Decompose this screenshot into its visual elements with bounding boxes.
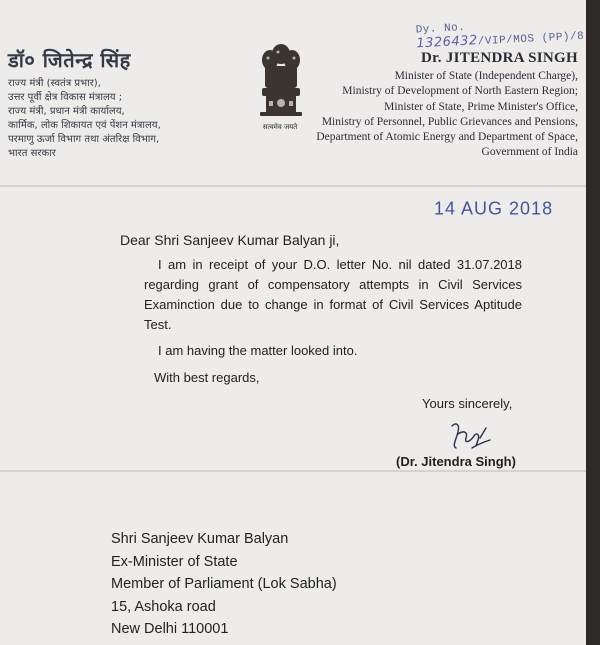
hindi-title-line: राज्य मंत्री, प्रधान मंत्री कार्यालय, (8, 106, 125, 117)
signature-icon (446, 418, 494, 454)
hindi-letterhead (8, 46, 208, 161)
recipient-address (111, 528, 337, 641)
hindi-title-line: कार्मिक, लोक शिकायत एवं पेंशन मंत्रालय, (8, 120, 161, 131)
english-title-line: Minister of State (Independent Charge), (394, 70, 578, 82)
english-title-line: Minister of State, Prime Minister's Office, (384, 100, 578, 113)
hindi-title-line: उत्तर पूर्वी क्षेत्र विकास मंत्रालय ; (8, 92, 123, 103)
signatory-name: (Dr. Jitendra Singh) (396, 454, 516, 469)
letter-paragraph: With best regards, (154, 370, 260, 385)
background-edge (586, 0, 600, 645)
hindi-title-line: राज्य मंत्री (स्वतंत्र प्रभार), (8, 78, 101, 89)
diary-number: 1326432 (416, 33, 479, 52)
letter-paragraph: I am having the matter looked into. (158, 343, 358, 358)
address-line: Shri Sanjeev Kumar Balyan (111, 531, 289, 547)
english-title-line: Ministry of Personnel, Public Grievances and Pensions, (321, 115, 578, 128)
english-title-line: Department of Atomic Energy and Department of Space, (316, 131, 578, 144)
diary-suffix: /VIP/MOS (PP)/8 (477, 30, 585, 49)
address-line: Ex-Minister of State (111, 553, 238, 570)
date-stamp: 14 AUG 2018 (434, 197, 554, 219)
english-letterhead (300, 50, 578, 161)
english-title-line: Ministry of Development of North Eastern Region; (342, 85, 578, 98)
closing: Yours sincerely, (422, 396, 513, 411)
paper-fold (0, 185, 586, 187)
emblem-motto: सत्यमेव जयते (262, 123, 298, 131)
national-emblem-icon (256, 40, 306, 132)
hindi-minister-name: डॉ० जितेन्द्र सिंह (8, 48, 131, 72)
letter-paragraph: I am in receipt of your D.O. letter No. nil dated 31.07.2018 regarding grant of compensatory attempts in Civil Services Examinction due to change in format of Civil Services Aptitude Test. (144, 257, 522, 332)
diary-prefix: Dy. No. (415, 21, 466, 37)
address-line: 15, Ashoka road (111, 598, 216, 615)
hindi-title-line: परमाणु ऊर्जा विभाग तथा अंतरिक्ष विभाग, (8, 134, 160, 145)
address-line: Member of Parliament (Lok Sabha) (111, 576, 337, 592)
address-line: New Delhi 110001 (111, 621, 229, 637)
diary-reference (415, 16, 586, 52)
hindi-title-line: भारत सरकार (8, 148, 56, 159)
english-minister-name: Dr. JITENDRA SINGH (421, 50, 578, 66)
salutation: Dear Shri Sanjeev Kumar Balyan ji, (120, 232, 340, 248)
english-title-line: Government of India (481, 146, 578, 159)
paper-fold (0, 470, 586, 472)
